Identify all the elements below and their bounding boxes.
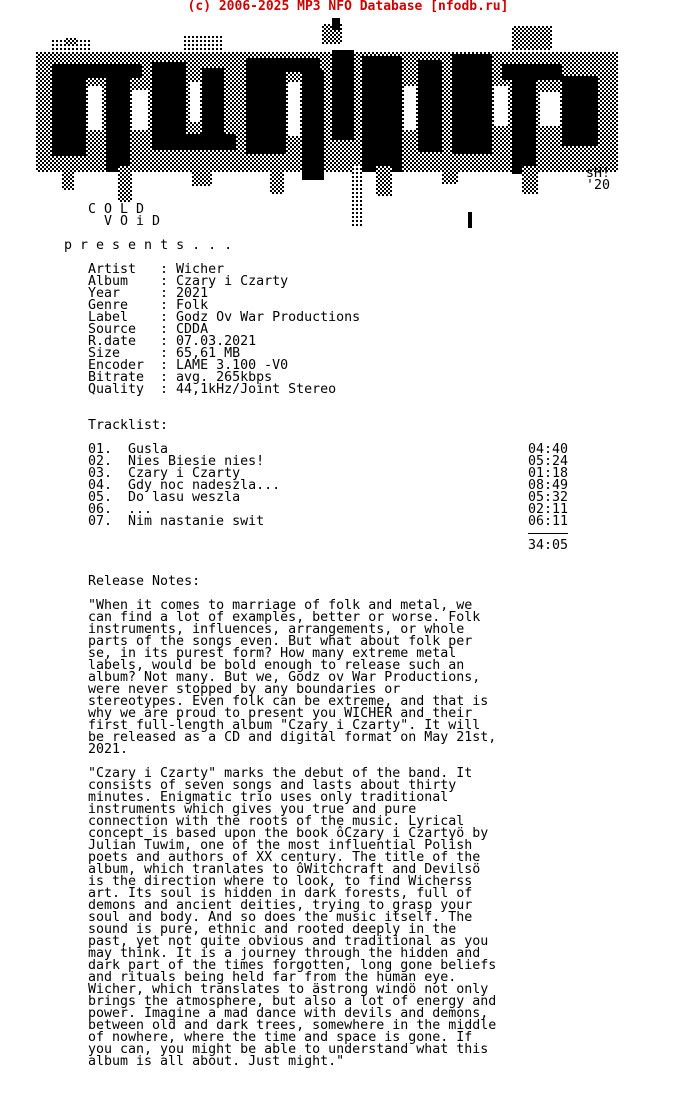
track-title: Do lasu weszla	[128, 490, 241, 505]
track-number: 02.	[88, 454, 113, 469]
info-value: CDDA	[176, 322, 209, 337]
info-row	[88, 384, 336, 396]
track-title: Nim nastanie swit	[128, 514, 265, 529]
track-duration: 05:24	[527, 454, 568, 469]
tracklist-heading: Tracklist:	[88, 418, 169, 433]
info-key: Genre	[88, 298, 129, 313]
track-number: 05.	[88, 490, 113, 505]
track-duration: 08:49	[527, 478, 568, 493]
info-value: LAME 3.100 -V0	[176, 358, 289, 373]
track-duration: 01:18	[527, 466, 568, 481]
info-value: 07.03.2021	[176, 334, 257, 349]
info-key: Quality	[88, 382, 145, 397]
info-key: Size	[88, 346, 121, 361]
info-key: Year	[88, 286, 121, 301]
info-key: R.date	[88, 334, 137, 349]
info-sep: :	[160, 310, 169, 325]
release-notes-paragraph: "Czary i Czarty" marks the debut of the band. It consists of seven songs and lasts about thirty minutes. Enigmatic trio uses only traditional instruments which gives you true and pure connection with the roots of the music. Lyrical concept is based upon the book ôCzary i Czartyö by Julian Tuwim, one of the most influential Polish poets and authors of XX century. The title of the album, which tranlates to ôWitchcraft and Devilsö is the direction where to look, to find Wicherss art. Its soul is hidden in dark forests, full of demons and ancient deities, trying to grasp your soul and body. And so does the music itself. The sound is pure, ethnic and rooted deeply in the past, yet not quite obvious and traditional as you may think. It is a journey through the hidden and dark part of the times forgotten, long gone beliefs and rituals being held far from the human eye. Wicher, which translates to ästrong windö not only brings the atmosphere, but also a lot of energy and power. Imagine a mad dance with devils and demons, between old and dark trees, somewhere in the middle of nowhere, where the time and space is gone. If you can, you might be able to understand what this album is all about. Just might."	[88, 766, 497, 1069]
info-value: Wicher	[176, 262, 225, 277]
track-duration: 02:11	[527, 502, 568, 517]
track-title: Czary i Czarty	[128, 466, 241, 481]
info-value: 44,1kHz/Joint Stereo	[176, 382, 337, 397]
track-title: Nies Biesie nies!	[128, 454, 265, 469]
track-duration: 05:32	[527, 490, 568, 505]
info-sep: :	[160, 346, 169, 361]
info-sep: :	[160, 382, 169, 397]
info-key: Label	[88, 310, 129, 325]
cold-void-logo	[32, 16, 622, 228]
artist-signature: sH!	[586, 166, 611, 181]
info-key: Album	[88, 274, 129, 289]
cold-void-ascii-art	[32, 16, 622, 228]
total-divider	[528, 533, 568, 534]
track-duration: 06:11	[527, 514, 568, 529]
track-row	[88, 516, 568, 528]
track-number: 04.	[88, 478, 113, 493]
presents-text: p r e s e n t s . . .	[64, 238, 233, 253]
info-value: Godz Ov War Productions	[176, 310, 361, 325]
track-number: 07.	[88, 514, 113, 529]
info-sep: :	[160, 274, 169, 289]
copyright-header: (c) 2006-2025 MP3 NFO Database [nfodb.ru]	[187, 0, 509, 14]
info-key: Artist	[88, 262, 137, 277]
info-value: 2021	[176, 286, 209, 301]
release-notes-paragraph: "When it comes to marriage of folk and metal, we can find a lot of examples, better or worse. Folk instruments, influences, arrangements, or whole parts of the songs even. But what about folk per se, in its purest form? How many extreme metal labels, would be bold enough to release such an album? Not many. But we, Godz ov War Productions, were never stopped by any boundaries or stereotypes. Even folk can be extreme, and that is why we are proud to present you WICHER and their first full-length album "Czary i Czarty". It will be released as a CD and digital format on May 21st, 2021.	[88, 598, 497, 757]
track-title: ...	[128, 502, 153, 517]
info-sep: :	[160, 358, 169, 373]
info-value: 65,61 MB	[176, 346, 241, 361]
track-title: Gusla	[128, 442, 169, 457]
track-row	[88, 492, 568, 504]
info-sep: :	[160, 262, 169, 277]
total-duration: 34:05	[527, 538, 568, 553]
total-row	[88, 540, 568, 552]
track-number: 06.	[88, 502, 113, 517]
logo-text-cold: C O L D	[88, 202, 145, 217]
logo-text-void: V O i D	[104, 214, 161, 229]
info-key: Source	[88, 322, 137, 337]
track-number: 01.	[88, 442, 113, 457]
artist-signature-year: '20	[586, 178, 611, 193]
info-value: avg. 265kbps	[176, 370, 273, 385]
info-sep: :	[160, 322, 169, 337]
track-duration: 04:40	[527, 442, 568, 457]
info-sep: :	[160, 298, 169, 313]
info-sep: :	[160, 286, 169, 301]
release-notes-heading: Release Notes:	[88, 574, 201, 589]
info-value: Folk	[176, 298, 209, 313]
track-number: 03.	[88, 466, 113, 481]
info-sep: :	[160, 334, 169, 349]
info-key: Bitrate	[88, 370, 145, 385]
info-sep: :	[160, 370, 169, 385]
track-title: Gdy noc nadeszla...	[128, 478, 281, 493]
info-key: Encoder	[88, 358, 145, 373]
info-value: Czary i Czarty	[176, 274, 289, 289]
